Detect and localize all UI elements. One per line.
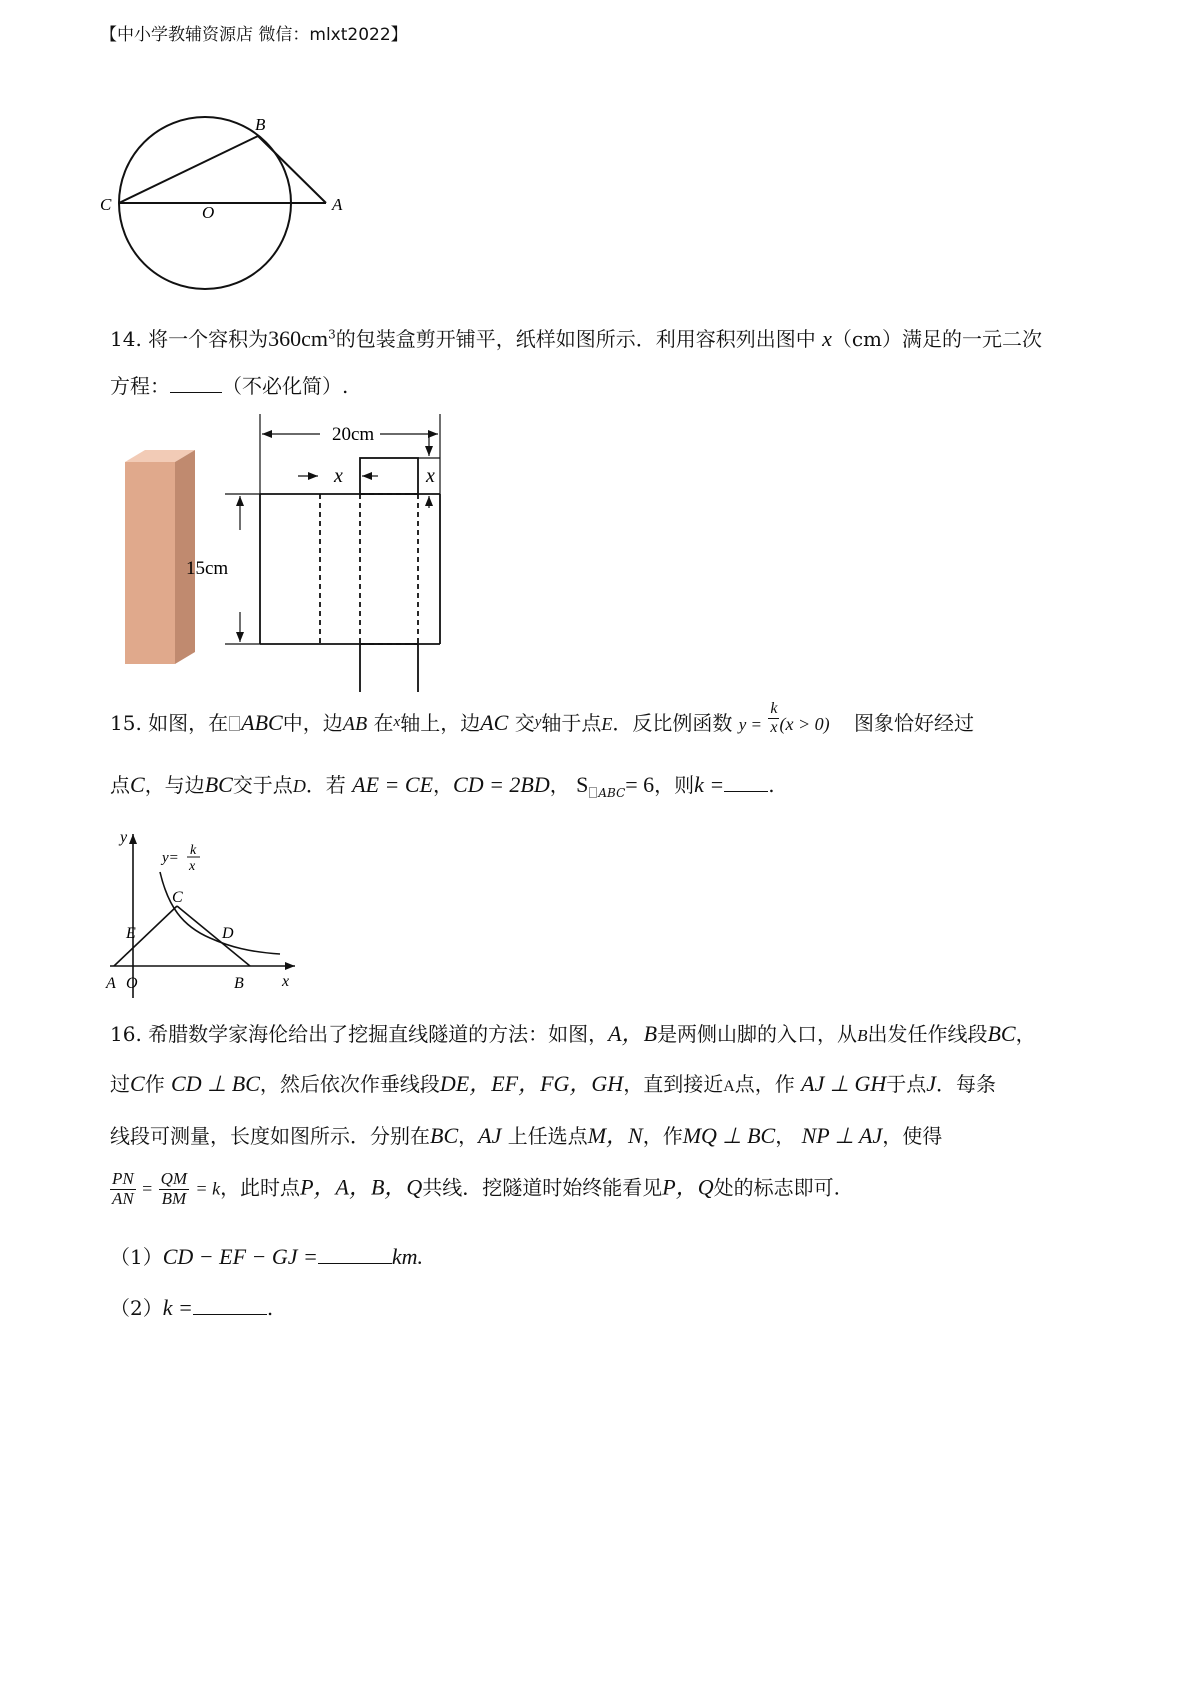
label-o: O (202, 203, 215, 222)
point-e: E (126, 925, 136, 942)
curve-label-y: y= (162, 850, 179, 866)
answer-blank-15[interactable] (724, 791, 768, 792)
answer-blank-16-2[interactable] (193, 1314, 267, 1315)
q16-line1: 16. 希腊数学家海伦给出了挖掘直线隧道的方法：如图，A，B是两侧山脚的入口，从B出发任作线段BC， (110, 1021, 1036, 1046)
triangle-symbol-box-sub (589, 787, 597, 798)
segment-cb (177, 906, 250, 966)
point-d: D (222, 925, 234, 942)
fraction-qm-bm: $\frac{QM}{BM}$ (160, 1169, 188, 1208)
net-main-rect (260, 494, 470, 644)
segment-ac (114, 906, 177, 966)
q16-line2: 过C作 CD ⊥ BC，然后依次作垂线段DE，EF，FG，GH，直到接近A点，作 AJ ⊥ GH于点J．每条 (110, 1071, 997, 1096)
circle-figure (100, 110, 360, 295)
header-watermark: 【中小学教辅资源店 微信：mlxt2022】 (100, 25, 408, 45)
point-a: A (106, 975, 116, 992)
q15-line2: 点C，与边BC交于点D．若 AE = CE，CD = 2BD， S $_{ABC}$= 6，则k = . (110, 772, 775, 800)
point-c: C (172, 889, 183, 906)
dim-15cm: 15cm (186, 558, 229, 579)
hyperbola-curve (160, 872, 280, 954)
net-bottom-flap (360, 644, 418, 692)
q16-line3: 线段可测量，长度如图所示．分别在BC，AJ 上任选点M，N，作MQ ⊥ BC， NP ⊥ AJ，使得 (110, 1123, 943, 1148)
q15-line1: 15. 如图，在 ABC中，边AB 在$^x$轴上，边AC 交$^y$轴于点E．反比例函数 y = $\frac{k}{x}$ (x > 0) 图象恰好经过 (110, 700, 974, 736)
answer-blank-16-1[interactable] (318, 1263, 392, 1264)
answer-blank-14[interactable] (170, 392, 222, 393)
dim-x-horizontal: x (334, 465, 343, 487)
triangle-symbol-box (229, 716, 240, 731)
label-a: A (332, 195, 343, 214)
label-b: B (255, 115, 266, 134)
q14-line1: 14. 将一个容积为$360cm^3$的包装盒剪开铺平，纸样如图所示．利用容积列出图中 x（cm）满足的一元二次 (110, 326, 1042, 351)
dim-x-vertical: x (426, 465, 435, 487)
coordinate-figure (100, 826, 310, 1001)
label-c: C (100, 195, 112, 214)
box-net-figure (110, 412, 470, 692)
segment-ba (258, 136, 326, 203)
axis-label-y: y (120, 829, 128, 846)
dim-20cm: 20cm (332, 424, 375, 445)
fraction-pn-an: $\frac{PN}{AN}$ (112, 1169, 134, 1208)
point-o: O (126, 975, 138, 992)
q16-line4: $\frac{PN}{AN}$ = $\frac{QM}{BM}$ = k，此时点P，A，B，Q共线．挖隧道时始终能看见P，Q处的标志即可. (112, 1169, 840, 1208)
curve-label-k: k (190, 843, 197, 858)
point-b: B (234, 975, 244, 992)
axis-label-x: x (282, 973, 290, 990)
q16-part2: （2）k = . (110, 1295, 274, 1320)
box-3d (125, 450, 195, 664)
curve-label-x: x (189, 859, 196, 874)
q16-part1: （1）CD − EF − GJ = km. (110, 1244, 424, 1269)
function-fraction: $\frac{k}{x}$ (770, 700, 778, 736)
q14-line2: 方程： （不必化简）. (110, 374, 349, 398)
